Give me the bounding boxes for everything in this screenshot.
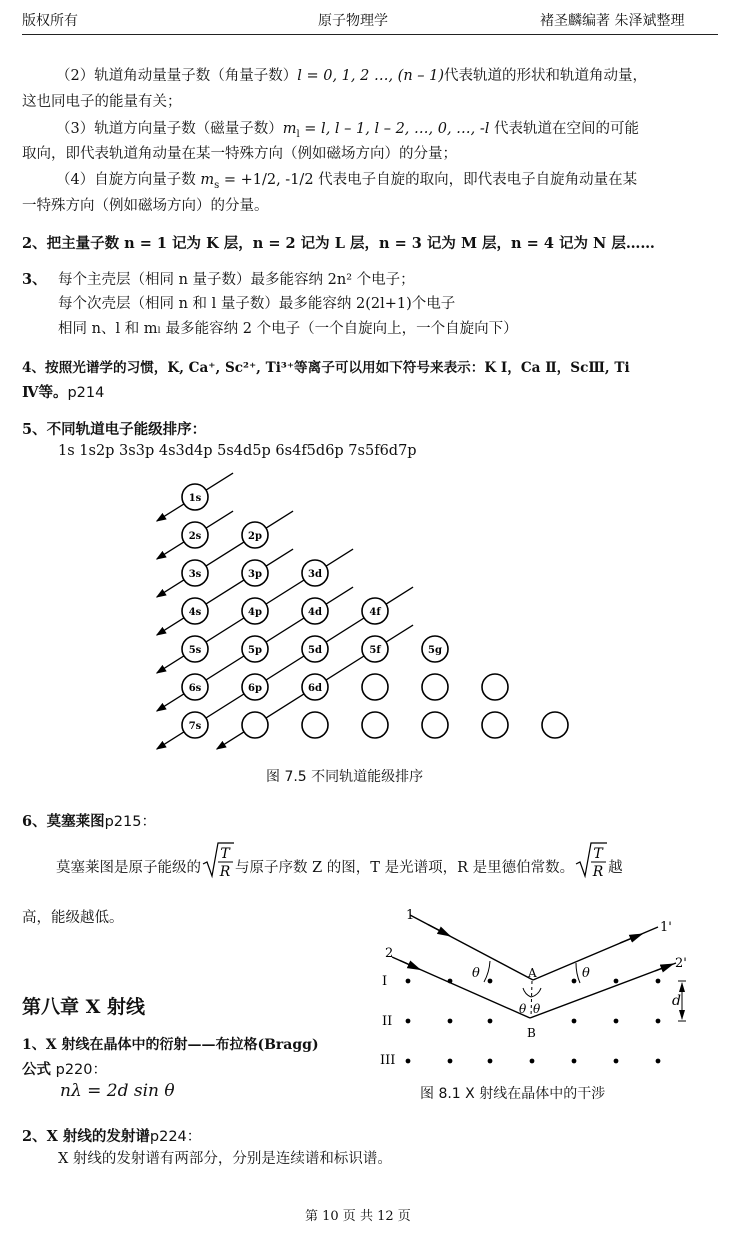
lattice-atom	[572, 1019, 577, 1024]
label-theta-1: θ	[472, 966, 480, 981]
lattice-atom	[530, 1059, 535, 1064]
lattice-atom	[406, 1059, 411, 1064]
lattice-atom	[614, 1019, 619, 1024]
orbital-label: 5d	[308, 645, 322, 656]
lattice-atom	[572, 979, 577, 984]
orbital-label: 6p	[248, 683, 262, 694]
header-rule	[22, 34, 718, 35]
orbital-label: 3p	[248, 569, 262, 580]
chapter-8-title: 第八章 X 射线	[22, 996, 145, 1018]
figure-8-1-caption: 图 8.1 X 射线在晶体中的干涉	[420, 1086, 606, 1102]
lattice-atom	[448, 979, 453, 984]
svg-text:R: R	[592, 864, 604, 880]
item-2-line1: （2）轨道角动量量子数（角量子数）l = 0, 1, 2 …, (n – 1)代表轨道的形状和轨道角动量，	[56, 68, 648, 84]
point-5-title: 5、不同轨道电子能级排序：	[22, 421, 207, 438]
emission-text: X 射线的发射谱有两部分，分别是连续谱和标识谱。	[58, 1151, 392, 1167]
orbital-label: 5g	[428, 645, 442, 656]
figure-7-5-caption: 图 7.5 不同轨道能级排序	[266, 769, 424, 785]
lattice-atom	[488, 1019, 493, 1024]
orbital-circles	[182, 484, 568, 738]
orbital-circle	[482, 674, 508, 700]
point-4-line1: 4、按照光谱学的习惯，K, Ca⁺, Sc²⁺, Ti³⁺等离子可以用如下符号来表示：K Ⅰ，Ca Ⅱ，ScⅢ, Ti	[22, 360, 630, 376]
lattice-atom	[656, 1019, 661, 1024]
lattice-atom	[614, 1059, 619, 1064]
point-2: 2、把主量子数 n = 1 记为 K 层，n = 2 记为 L 层，n = 3 记为 M 层，n = 4 记为 N 层……	[22, 235, 655, 252]
page-footer: 第 10 页 共 12 页	[305, 1209, 411, 1224]
orbital-label: 3s	[188, 569, 202, 580]
svg-text:R: R	[219, 864, 231, 880]
orbital-label: 2p	[248, 531, 262, 542]
bragg-diffraction-diagram	[380, 905, 710, 1075]
item-2-line2: 这也同电子的能量有关；	[22, 94, 182, 110]
orbital-circle	[242, 712, 268, 738]
label-ray1: 1	[406, 908, 415, 923]
crystal-lattice	[406, 979, 661, 1064]
sqrt-t-over-r	[201, 840, 235, 896]
header-left: 版权所有	[22, 13, 78, 29]
ordering-arrow	[157, 511, 293, 597]
emission-title: 2、X 射线的发射谱p224：	[22, 1128, 202, 1145]
orbital-circle	[362, 712, 388, 738]
point-6-title: 6、莫塞莱图p215：	[22, 813, 156, 830]
lattice-atom	[572, 1059, 577, 1064]
energy-level-diagram	[140, 472, 580, 762]
orbital-label: 7s	[188, 721, 202, 732]
point-3-line2: 每个次壳层（相同 n 和 l 量子数）最多能容纳 2(2l+1)个电子	[58, 296, 456, 312]
svg-text:T: T	[220, 846, 230, 862]
orbital-label: 4d	[308, 607, 322, 618]
lattice-atom	[656, 979, 661, 984]
label-ray2: 2	[385, 946, 394, 961]
orbital-circle	[482, 712, 508, 738]
orbital-label: 5f	[369, 645, 381, 656]
orbital-label: 4p	[248, 607, 262, 618]
label-ray2p: 2'	[675, 956, 687, 971]
label-row-III: III	[380, 1053, 396, 1068]
orbital-label: 4s	[188, 607, 202, 618]
lattice-atom	[656, 1059, 661, 1064]
point-4-line2: Ⅳ等。p214	[22, 384, 105, 401]
label-row-I: I	[382, 974, 388, 989]
svg-text:T: T	[593, 846, 603, 862]
point-3-label: 3、	[22, 271, 47, 288]
lattice-atom	[448, 1019, 453, 1024]
orbital-label: 5s	[188, 645, 202, 656]
label-A: A	[528, 966, 537, 980]
orbital-label: 6s	[188, 683, 202, 694]
point-3-line3: 相同 n、l 和 mₗ 最多能容纳 2 个电子（一个自旋向上，一个自旋向下）	[58, 321, 518, 337]
bragg-title-2: 公式 p220：	[22, 1061, 107, 1078]
sqrt-t-over-r-2	[574, 840, 608, 896]
orbital-label: 2s	[188, 531, 202, 542]
item-3-line2: 取向，即代表轨道角动量在某一特殊方向（例如磁场方向）的分量；	[22, 146, 457, 162]
label-row-II: II	[382, 1014, 393, 1029]
lattice-atom	[406, 979, 411, 984]
ordering-arrow	[157, 549, 293, 635]
point-3-line1: 每个主壳层（相同 n 量子数）最多能容纳 2n² 个电子；	[58, 272, 415, 288]
orbital-label: 1s	[188, 493, 202, 504]
point-5-sequence: 1s 1s2p 3s3p 4s3d4p 5s4d5p 6s4f5d6p 7s5f6d7p	[58, 443, 417, 459]
label-theta-2: θ	[582, 966, 590, 981]
orbital-circle	[422, 712, 448, 738]
lattice-atom	[488, 979, 493, 984]
lattice-atom	[614, 979, 619, 984]
orbital-label: 3d	[308, 569, 322, 580]
orbital-circle	[362, 674, 388, 700]
orbital-label: 6d	[308, 683, 322, 694]
header-center: 原子物理学	[318, 13, 388, 29]
bragg-formula: nλ = 2d sin θ	[60, 1081, 175, 1101]
label-theta-3: θ	[519, 1002, 527, 1016]
label-theta-4: θ	[533, 1002, 541, 1016]
orbital-label: 5p	[248, 645, 262, 656]
label-d: d	[672, 993, 681, 1009]
item-4-line2: 一特殊方向（例如磁场方向）的分量。	[22, 198, 269, 214]
lattice-atom	[448, 1059, 453, 1064]
label-B: B	[527, 1026, 536, 1040]
lattice-atom	[406, 1019, 411, 1024]
orbital-label: 4f	[369, 607, 381, 618]
orbital-circle	[422, 674, 448, 700]
bragg-title: 1、X 射线在晶体中的衍射——布拉格(Bragg)	[22, 1037, 319, 1053]
header-right: 褚圣麟编著 朱泽斌整理	[540, 13, 685, 29]
orbital-circle	[542, 712, 568, 738]
orbital-circle	[302, 712, 328, 738]
item-4-line1: （4）自旋方向量子数 $m_s = +1/2$, -1/2 代表电子自旋的取向，即代表电子自旋角动量在某	[56, 172, 638, 191]
label-ray1p: 1'	[660, 920, 672, 935]
lattice-atom	[488, 1059, 493, 1064]
moseley-text-2: 高，能级越低。	[22, 910, 124, 926]
moseley-text: 莫塞莱图是原子能级的 T R 与原子序数 Z 的图，T 是光谱项，R 是里德伯常数。 T R 越	[56, 840, 623, 896]
item-3-line1: （3）轨道方向量子数（磁量子数）$m_l = l$, l – 1, l – 2, …, 0, …, -l 代表轨道在空间的可能	[56, 121, 640, 140]
